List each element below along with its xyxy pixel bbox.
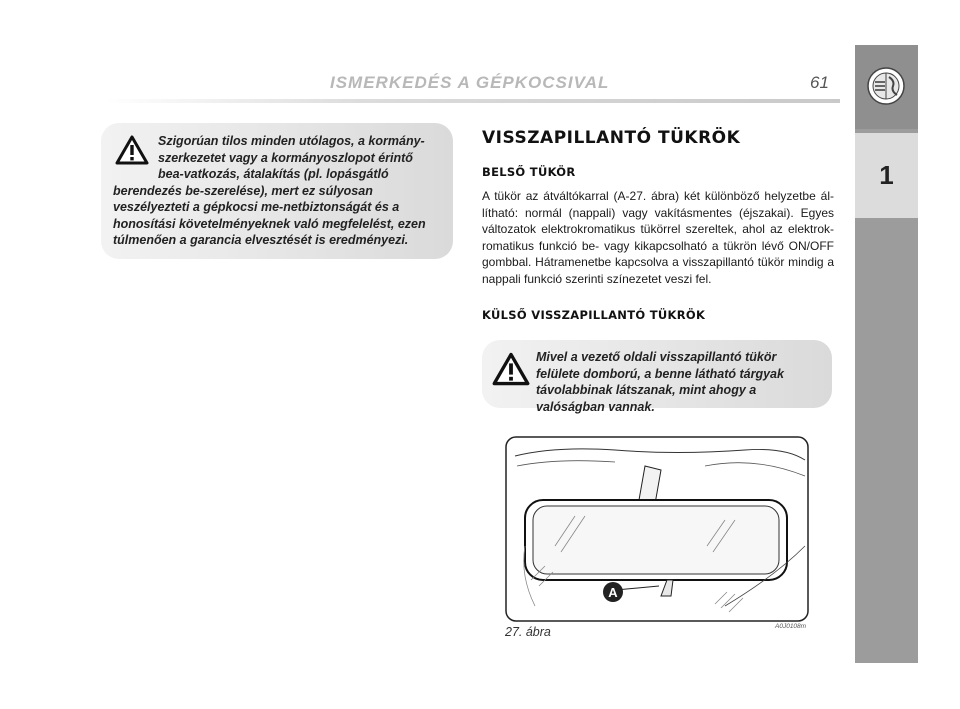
warning-text-mirror: Mivel a vezető oldali visszapillantó tükör felülete domború, a benne látható tárgyak távolabbinak látszanak, mint ahogy a valóságban vannak. bbox=[536, 350, 784, 414]
section-title: VISSZAPILLANTÓ TÜKRÖK bbox=[482, 128, 741, 148]
chapter-number: 1 bbox=[879, 160, 894, 190]
chapter-number-cell bbox=[855, 133, 918, 218]
alfa-romeo-logo-icon bbox=[867, 67, 905, 105]
subsection-title-exterior-mirrors: KÜLSŐ VISSZAPILLANTÓ TÜKRÖK bbox=[482, 308, 706, 322]
warning-box-steering bbox=[101, 123, 453, 259]
chapter-side-tab bbox=[855, 45, 918, 663]
warning-box-mirror bbox=[482, 340, 832, 414]
running-header-title: ISMERKEDÉS A GÉPKOCSIVAL bbox=[330, 73, 610, 92]
header-rule bbox=[105, 99, 840, 103]
logo-cell bbox=[855, 45, 918, 129]
figure-label-a: A bbox=[608, 585, 618, 600]
figure-caption: 27. ábra bbox=[505, 625, 551, 639]
warning-text-steering: Szigorúan tilos minden utólagos, a kormány-szerkezetet vagy a kormányoszlopot érintő bea-vatkozás, átalakítás (pl. lopásgátló berendezés be-szerelése), mert ez súlyosan veszélyezteti a gépkocsi me-netbiztonságát és a honosítási követelményeknek való megfelelést, ezen túlmenően a garancia elvesztését is eredményezi. bbox=[113, 134, 426, 247]
page-number: 61 bbox=[810, 73, 829, 92]
body-text-interior-mirror: A tükör az átváltókarral (A-27. ábra) két különböző helyzetbe ál-lítható: normál (nappali) vagy vakításmentes (éjszakai). Egyes változatok elektrokromatikus tükörrel szereltek, ahol az elektrok-romatikus funkció be- vagy kikapcsolható a tükrön lévő ON/OFF gombbal. Hátramenetbe kapcsolva a visszapillantó tükör mindig a nappali funkció szerinti színezetet veszi fel. bbox=[482, 189, 834, 286]
subsection-title-interior-mirror: BELSŐ TÜKÖR bbox=[482, 165, 576, 179]
figure-code: A0J0108m bbox=[775, 623, 807, 630]
rearview-mirror-illustration bbox=[505, 436, 809, 622]
warning-triangle-icon bbox=[492, 352, 530, 386]
